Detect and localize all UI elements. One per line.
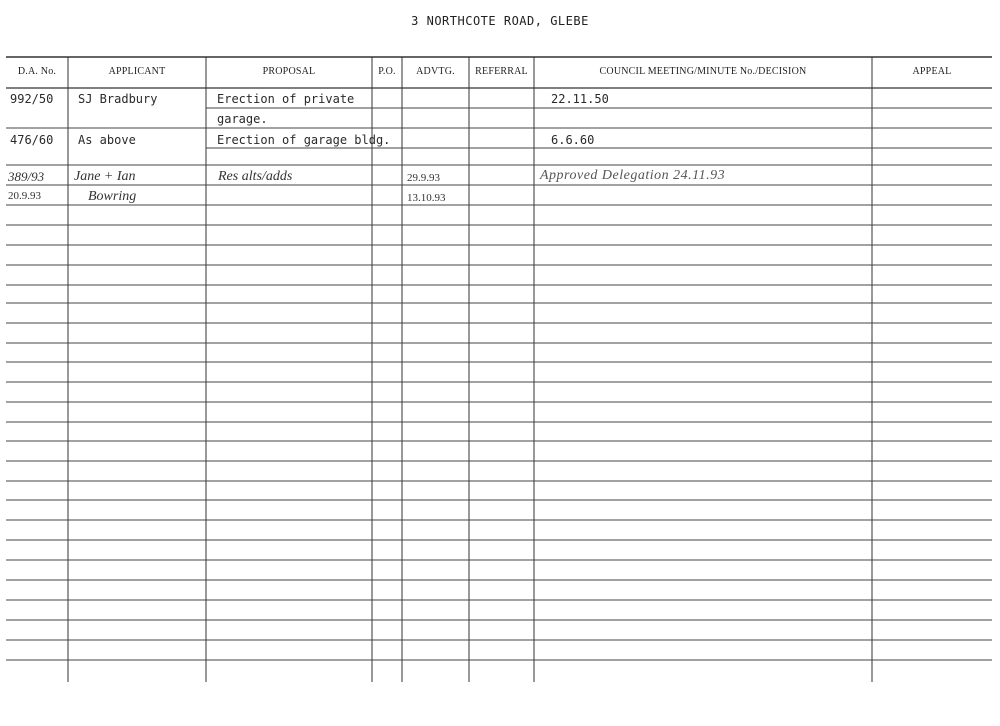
row1-proposal-line2: garage. [217,112,268,126]
row1-decision: 22.11.50 [551,92,609,106]
page-title: 3 NORTHCOTE ROAD, GLEBE [411,14,589,28]
row3-decision: Approved Delegation 24.11.93 [540,168,726,183]
header-da-no: D.A. No. [17,66,57,77]
header-proposal: PROPOSAL [262,66,316,77]
row3-applicant-line2: Bowring [88,189,137,204]
row1-applicant: SJ Bradbury [78,92,158,106]
row3-da-date: 20.9.93 [8,190,41,202]
row3-proposal: Res alts/adds [218,169,293,184]
header-referral: REFERRAL [475,66,528,77]
row2-da-no: 476/60 [10,133,54,147]
header-applicant: APPLICANT [108,66,166,77]
row1-da-no: 992/50 [10,92,54,106]
row3-advtg-line2: 13.10.93 [407,192,446,204]
header-council-decision: COUNCIL MEETING/MINUTE No./DECISION [599,66,807,77]
header-po: P.O. [378,66,396,77]
row3-applicant-line1: Jane + Ian [74,169,136,184]
header-appeal: APPEAL [912,66,952,77]
row2-proposal: Erection of garage bldg. [217,133,391,147]
row1-proposal-line1: Erection of private [217,92,355,106]
row3-advtg-line1: 29.9.93 [407,172,440,184]
header-advtg: ADVTG. [416,66,455,77]
row3-da-no: 389/93 [8,169,45,184]
row2-applicant: As above [78,133,136,147]
row2-decision: 6.6.60 [551,133,595,147]
